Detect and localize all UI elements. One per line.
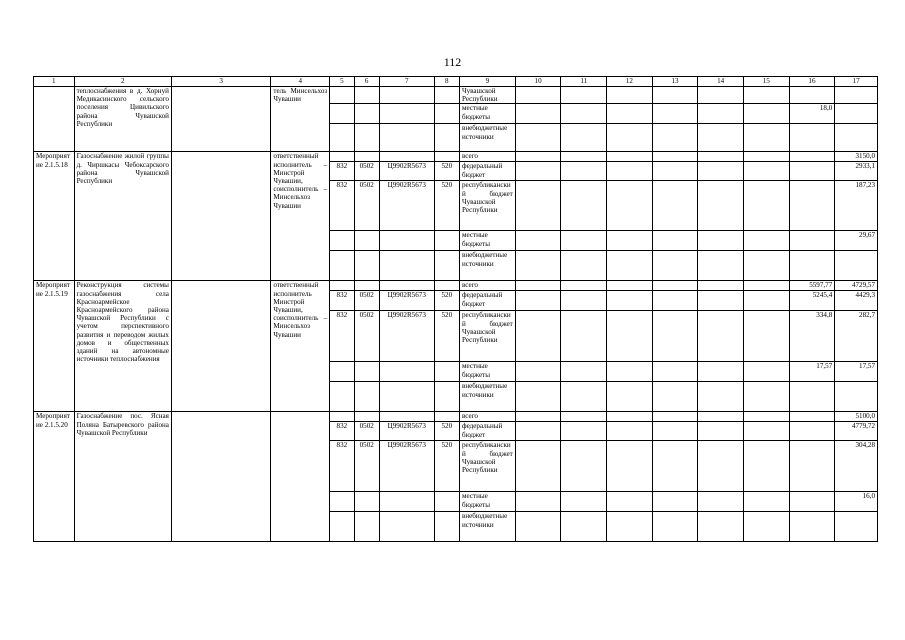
year-value-empty — [743, 412, 789, 422]
funding-source: Чувашской Республики — [460, 87, 516, 104]
year-value-empty — [561, 162, 607, 181]
value-col-16 — [789, 124, 835, 152]
value-col-16: 17,57 — [789, 362, 835, 382]
measure-title: Газоснабжение пос. Ясная Поляна Батыревского района Чувашской Республики — [74, 412, 171, 542]
year-value-empty — [561, 422, 607, 441]
year-value-empty — [698, 512, 744, 542]
value-col-17 — [835, 87, 878, 104]
section-code: 0502 — [354, 291, 379, 311]
column-header: 1 — [34, 77, 75, 87]
year-value-empty — [561, 311, 607, 362]
year-value-empty — [561, 87, 607, 104]
expense-type-code: 520 — [434, 291, 459, 311]
value-col-17: 304,28 — [835, 441, 878, 492]
target-article-code — [379, 87, 434, 104]
value-col-16 — [789, 422, 835, 441]
year-value-empty — [607, 311, 653, 362]
value-col-17: 17,57 — [835, 362, 878, 382]
measure-cell: Мероприятие 2.1.5.20 — [34, 412, 75, 542]
year-value-empty — [652, 231, 698, 251]
column-header: 2 — [74, 77, 171, 87]
year-value-empty — [607, 162, 653, 181]
year-value-empty — [515, 152, 561, 162]
target-article-code — [379, 412, 434, 422]
value-col-17: 282,7 — [835, 311, 878, 362]
value-col-17: 16,0 — [835, 492, 878, 512]
measure-title: Реконструкция системы газоснабжения села Красноармейское Красноармейского района Чувашской Республики с учетом перспективного развития и переводом жилых домов и общественных зданий на автономные источники теплоснабжения — [74, 281, 171, 412]
measure-title: теплоснабжения в д. Хорнуй Медикасинского сельского поселения Цивильского района Чувашской Республики — [74, 87, 171, 152]
funding-source: всего — [460, 412, 516, 422]
grbs-code: 832 — [330, 162, 354, 181]
target-indicator-cell — [171, 87, 270, 152]
value-col-17 — [835, 251, 878, 281]
year-value-empty — [561, 362, 607, 382]
section-code: 0502 — [354, 441, 379, 492]
funding-source: республиканский бюджет Чувашской Республики — [460, 311, 516, 362]
target-article-code — [379, 492, 434, 512]
expense-type-code — [434, 152, 459, 162]
expense-type-code — [434, 124, 459, 152]
year-value-empty — [652, 281, 698, 291]
year-value-empty — [698, 281, 744, 291]
year-value-empty — [607, 422, 653, 441]
year-value-empty — [607, 281, 653, 291]
year-value-empty — [652, 311, 698, 362]
year-value-empty — [698, 181, 744, 231]
section-code — [354, 251, 379, 281]
target-article-code — [379, 104, 434, 124]
column-header: 17 — [835, 77, 878, 87]
year-value-empty — [698, 152, 744, 162]
expense-type-code — [434, 87, 459, 104]
grbs-code — [330, 281, 354, 291]
funding-source: внебюджетные источники — [460, 382, 516, 412]
value-col-16 — [789, 152, 835, 162]
year-value-empty — [743, 291, 789, 311]
year-value-empty — [652, 162, 698, 181]
year-value-empty — [607, 492, 653, 512]
year-value-empty — [652, 382, 698, 412]
measure-cell — [34, 87, 75, 152]
funding-source: внебюджетные источники — [460, 251, 516, 281]
target-article-code: Ц9902R5673 — [379, 422, 434, 441]
year-value-empty — [743, 512, 789, 542]
year-value-empty — [561, 512, 607, 542]
value-col-17: 187,23 — [835, 181, 878, 231]
target-article-code — [379, 231, 434, 251]
year-value-empty — [652, 181, 698, 231]
target-indicator-cell — [171, 412, 270, 542]
year-value-empty — [652, 441, 698, 492]
table-row — [34, 412, 878, 422]
grbs-code — [330, 152, 354, 162]
grbs-code: 832 — [330, 291, 354, 311]
year-value-empty — [743, 422, 789, 441]
year-value-empty — [652, 492, 698, 512]
expense-type-code: 520 — [434, 162, 459, 181]
target-article-code — [379, 251, 434, 281]
page-number: 112 — [443, 55, 462, 69]
expense-type-code — [434, 512, 459, 542]
year-value-empty — [743, 281, 789, 291]
table-row — [34, 152, 878, 162]
value-col-16 — [789, 87, 835, 104]
year-value-empty — [652, 422, 698, 441]
value-col-17 — [835, 104, 878, 124]
year-value-empty — [698, 382, 744, 412]
section-code — [354, 362, 379, 382]
year-value-empty — [652, 104, 698, 124]
expense-type-code — [434, 382, 459, 412]
funding-source: федеральный бюджет — [460, 291, 516, 311]
target-article-code: Ц9902R5673 — [379, 441, 434, 492]
target-article-code: Ц9902R5673 — [379, 181, 434, 231]
expense-type-code — [434, 231, 459, 251]
year-value-empty — [515, 104, 561, 124]
grbs-code — [330, 362, 354, 382]
target-article-code — [379, 281, 434, 291]
grbs-code — [330, 104, 354, 124]
value-col-17: 5100,0 — [835, 412, 878, 422]
grbs-code — [330, 124, 354, 152]
value-col-16: 18,0 — [789, 104, 835, 124]
column-header: 12 — [607, 77, 653, 87]
year-value-empty — [698, 422, 744, 441]
year-value-empty — [515, 422, 561, 441]
year-value-empty — [652, 124, 698, 152]
year-value-empty — [698, 441, 744, 492]
year-value-empty — [743, 382, 789, 412]
expense-type-code — [434, 362, 459, 382]
grbs-code: 832 — [330, 311, 354, 362]
year-value-empty — [561, 412, 607, 422]
column-header: 3 — [171, 77, 270, 87]
year-value-empty — [607, 362, 653, 382]
target-article-code: Ц9902R5673 — [379, 311, 434, 362]
value-col-17: 4779,72 — [835, 422, 878, 441]
value-col-16: 5597,77 — [789, 281, 835, 291]
year-value-empty — [743, 231, 789, 251]
measure-cell: Мероприятие 2.1.5.18 — [34, 152, 75, 281]
column-header: 15 — [743, 77, 789, 87]
column-header: 9 — [460, 77, 516, 87]
target-article-code: Ц9902R5673 — [379, 162, 434, 181]
year-value-empty — [515, 441, 561, 492]
value-col-17: 3150,0 — [835, 152, 878, 162]
year-value-empty — [698, 251, 744, 281]
value-col-16 — [789, 251, 835, 281]
header-row — [34, 77, 878, 87]
year-value-empty — [652, 87, 698, 104]
year-value-empty — [743, 162, 789, 181]
section-code — [354, 152, 379, 162]
year-value-empty — [515, 382, 561, 412]
year-value-empty — [515, 512, 561, 542]
year-value-empty — [515, 291, 561, 311]
expense-type-code: 520 — [434, 311, 459, 362]
value-col-16 — [789, 162, 835, 181]
year-value-empty — [561, 152, 607, 162]
year-value-empty — [698, 104, 744, 124]
target-indicator-cell — [171, 281, 270, 412]
section-code — [354, 124, 379, 152]
year-value-empty — [561, 291, 607, 311]
grbs-code — [330, 412, 354, 422]
funding-source: внебюджетные источники — [460, 124, 516, 152]
funding-source: всего — [460, 281, 516, 291]
year-value-empty — [561, 124, 607, 152]
expense-type-code — [434, 104, 459, 124]
year-value-empty — [743, 311, 789, 362]
funding-source: федеральный бюджет — [460, 422, 516, 441]
section-code: 0502 — [354, 422, 379, 441]
value-col-17 — [835, 382, 878, 412]
column-header: 5 — [330, 77, 354, 87]
grbs-code: 832 — [330, 422, 354, 441]
year-value-empty — [607, 104, 653, 124]
section-code — [354, 87, 379, 104]
column-header: 14 — [698, 77, 744, 87]
section-code: 0502 — [354, 311, 379, 362]
year-value-empty — [743, 441, 789, 492]
executor-cell: ответственный исполнитель – Минстрой Чувашии, соисполнитель – Минсельхоз Чувашии — [271, 152, 330, 281]
year-value-empty — [515, 231, 561, 251]
grbs-code — [330, 512, 354, 542]
funding-source: федеральный бюджет — [460, 162, 516, 181]
funding-source: республиканский бюджет Чувашской Республики — [460, 181, 516, 231]
value-col-17: 4729,57 — [835, 281, 878, 291]
year-value-empty — [743, 152, 789, 162]
program-table — [33, 76, 878, 542]
funding-source: внебюджетные источники — [460, 512, 516, 542]
section-code — [354, 382, 379, 412]
table-row — [34, 281, 878, 291]
year-value-empty — [607, 441, 653, 492]
expense-type-code: 520 — [434, 441, 459, 492]
year-value-empty — [515, 362, 561, 382]
value-col-16 — [789, 492, 835, 512]
year-value-empty — [698, 291, 744, 311]
column-header: 7 — [379, 77, 434, 87]
executor-cell — [271, 412, 330, 542]
year-value-empty — [607, 152, 653, 162]
expense-type-code — [434, 281, 459, 291]
year-value-empty — [561, 181, 607, 231]
target-article-code — [379, 362, 434, 382]
table-row — [34, 87, 878, 104]
target-article-code: Ц9902R5673 — [379, 291, 434, 311]
value-col-16 — [789, 382, 835, 412]
grbs-code — [330, 87, 354, 104]
year-value-empty — [698, 87, 744, 104]
year-value-empty — [652, 152, 698, 162]
value-col-16: 334,8 — [789, 311, 835, 362]
value-col-16 — [789, 512, 835, 542]
year-value-empty — [607, 382, 653, 412]
section-code — [354, 512, 379, 542]
expense-type-code — [434, 492, 459, 512]
target-article-code — [379, 512, 434, 542]
grbs-code — [330, 251, 354, 281]
value-col-16 — [789, 412, 835, 422]
year-value-empty — [607, 231, 653, 251]
funding-source: местные бюджеты — [460, 104, 516, 124]
value-col-17 — [835, 512, 878, 542]
year-value-empty — [561, 492, 607, 512]
year-value-empty — [743, 87, 789, 104]
target-indicator-cell — [171, 152, 270, 281]
funding-source: всего — [460, 152, 516, 162]
year-value-empty — [652, 291, 698, 311]
year-value-empty — [652, 251, 698, 281]
year-value-empty — [698, 492, 744, 512]
measure-title: Газоснабжение жилой группы д. Чиршкасы Чебоксарского района Чувашской Республики — [74, 152, 171, 281]
column-header: 4 — [271, 77, 330, 87]
year-value-empty — [698, 231, 744, 251]
target-article-code — [379, 124, 434, 152]
section-code — [354, 412, 379, 422]
funding-source: республиканский бюджет Чувашской Республики — [460, 441, 516, 492]
expense-type-code: 520 — [434, 181, 459, 231]
year-value-empty — [743, 124, 789, 152]
funding-source: местные бюджеты — [460, 231, 516, 251]
year-value-empty — [515, 87, 561, 104]
expense-type-code: 520 — [434, 422, 459, 441]
section-code: 0502 — [354, 162, 379, 181]
year-value-empty — [561, 251, 607, 281]
funding-source: местные бюджеты — [460, 492, 516, 512]
year-value-empty — [515, 162, 561, 181]
value-col-16: 5245,4 — [789, 291, 835, 311]
year-value-empty — [607, 291, 653, 311]
value-col-17: 4429,3 — [835, 291, 878, 311]
year-value-empty — [743, 362, 789, 382]
year-value-empty — [561, 231, 607, 251]
year-value-empty — [607, 512, 653, 542]
executor-cell: ответственный исполнитель Минстрой Чувашии, соисполнитель – Минсельхоз Чувашии — [271, 281, 330, 412]
year-value-empty — [515, 311, 561, 362]
year-value-empty — [652, 412, 698, 422]
grbs-code — [330, 492, 354, 512]
year-value-empty — [561, 382, 607, 412]
grbs-code: 832 — [330, 441, 354, 492]
column-header: 16 — [789, 77, 835, 87]
funding-source: местные бюджеты — [460, 362, 516, 382]
expense-type-code — [434, 251, 459, 281]
year-value-empty — [561, 281, 607, 291]
executor-cell: тель Минсельхоз Чувашии — [271, 87, 330, 152]
expense-type-code — [434, 412, 459, 422]
grbs-code — [330, 231, 354, 251]
year-value-empty — [607, 181, 653, 231]
year-value-empty — [743, 181, 789, 231]
section-code — [354, 281, 379, 291]
year-value-empty — [698, 162, 744, 181]
year-value-empty — [561, 104, 607, 124]
section-code — [354, 104, 379, 124]
year-value-empty — [607, 124, 653, 152]
target-article-code — [379, 382, 434, 412]
year-value-empty — [698, 311, 744, 362]
year-value-empty — [743, 104, 789, 124]
year-value-empty — [607, 412, 653, 422]
year-value-empty — [515, 251, 561, 281]
target-article-code — [379, 152, 434, 162]
grbs-code — [330, 382, 354, 412]
year-value-empty — [652, 362, 698, 382]
section-code — [354, 231, 379, 251]
value-col-17 — [835, 124, 878, 152]
section-code — [354, 492, 379, 512]
year-value-empty — [607, 87, 653, 104]
value-col-17: 29,67 — [835, 231, 878, 251]
year-value-empty — [698, 362, 744, 382]
grbs-code: 832 — [330, 181, 354, 231]
year-value-empty — [607, 251, 653, 281]
year-value-empty — [515, 124, 561, 152]
year-value-empty — [515, 281, 561, 291]
column-header: 11 — [561, 77, 607, 87]
value-col-16 — [789, 231, 835, 251]
column-header: 10 — [515, 77, 561, 87]
year-value-empty — [561, 441, 607, 492]
value-col-16 — [789, 441, 835, 492]
year-value-empty — [515, 181, 561, 231]
year-value-empty — [743, 251, 789, 281]
value-col-17: 2933,1 — [835, 162, 878, 181]
value-col-16 — [789, 181, 835, 231]
year-value-empty — [698, 412, 744, 422]
year-value-empty — [743, 492, 789, 512]
year-value-empty — [698, 124, 744, 152]
year-value-empty — [515, 412, 561, 422]
year-value-empty — [652, 512, 698, 542]
measure-cell: Мероприятие 2.1.5.19 — [34, 281, 75, 412]
column-header: 13 — [652, 77, 698, 87]
column-header: 6 — [354, 77, 379, 87]
column-header: 8 — [434, 77, 459, 87]
section-code: 0502 — [354, 181, 379, 231]
year-value-empty — [515, 492, 561, 512]
